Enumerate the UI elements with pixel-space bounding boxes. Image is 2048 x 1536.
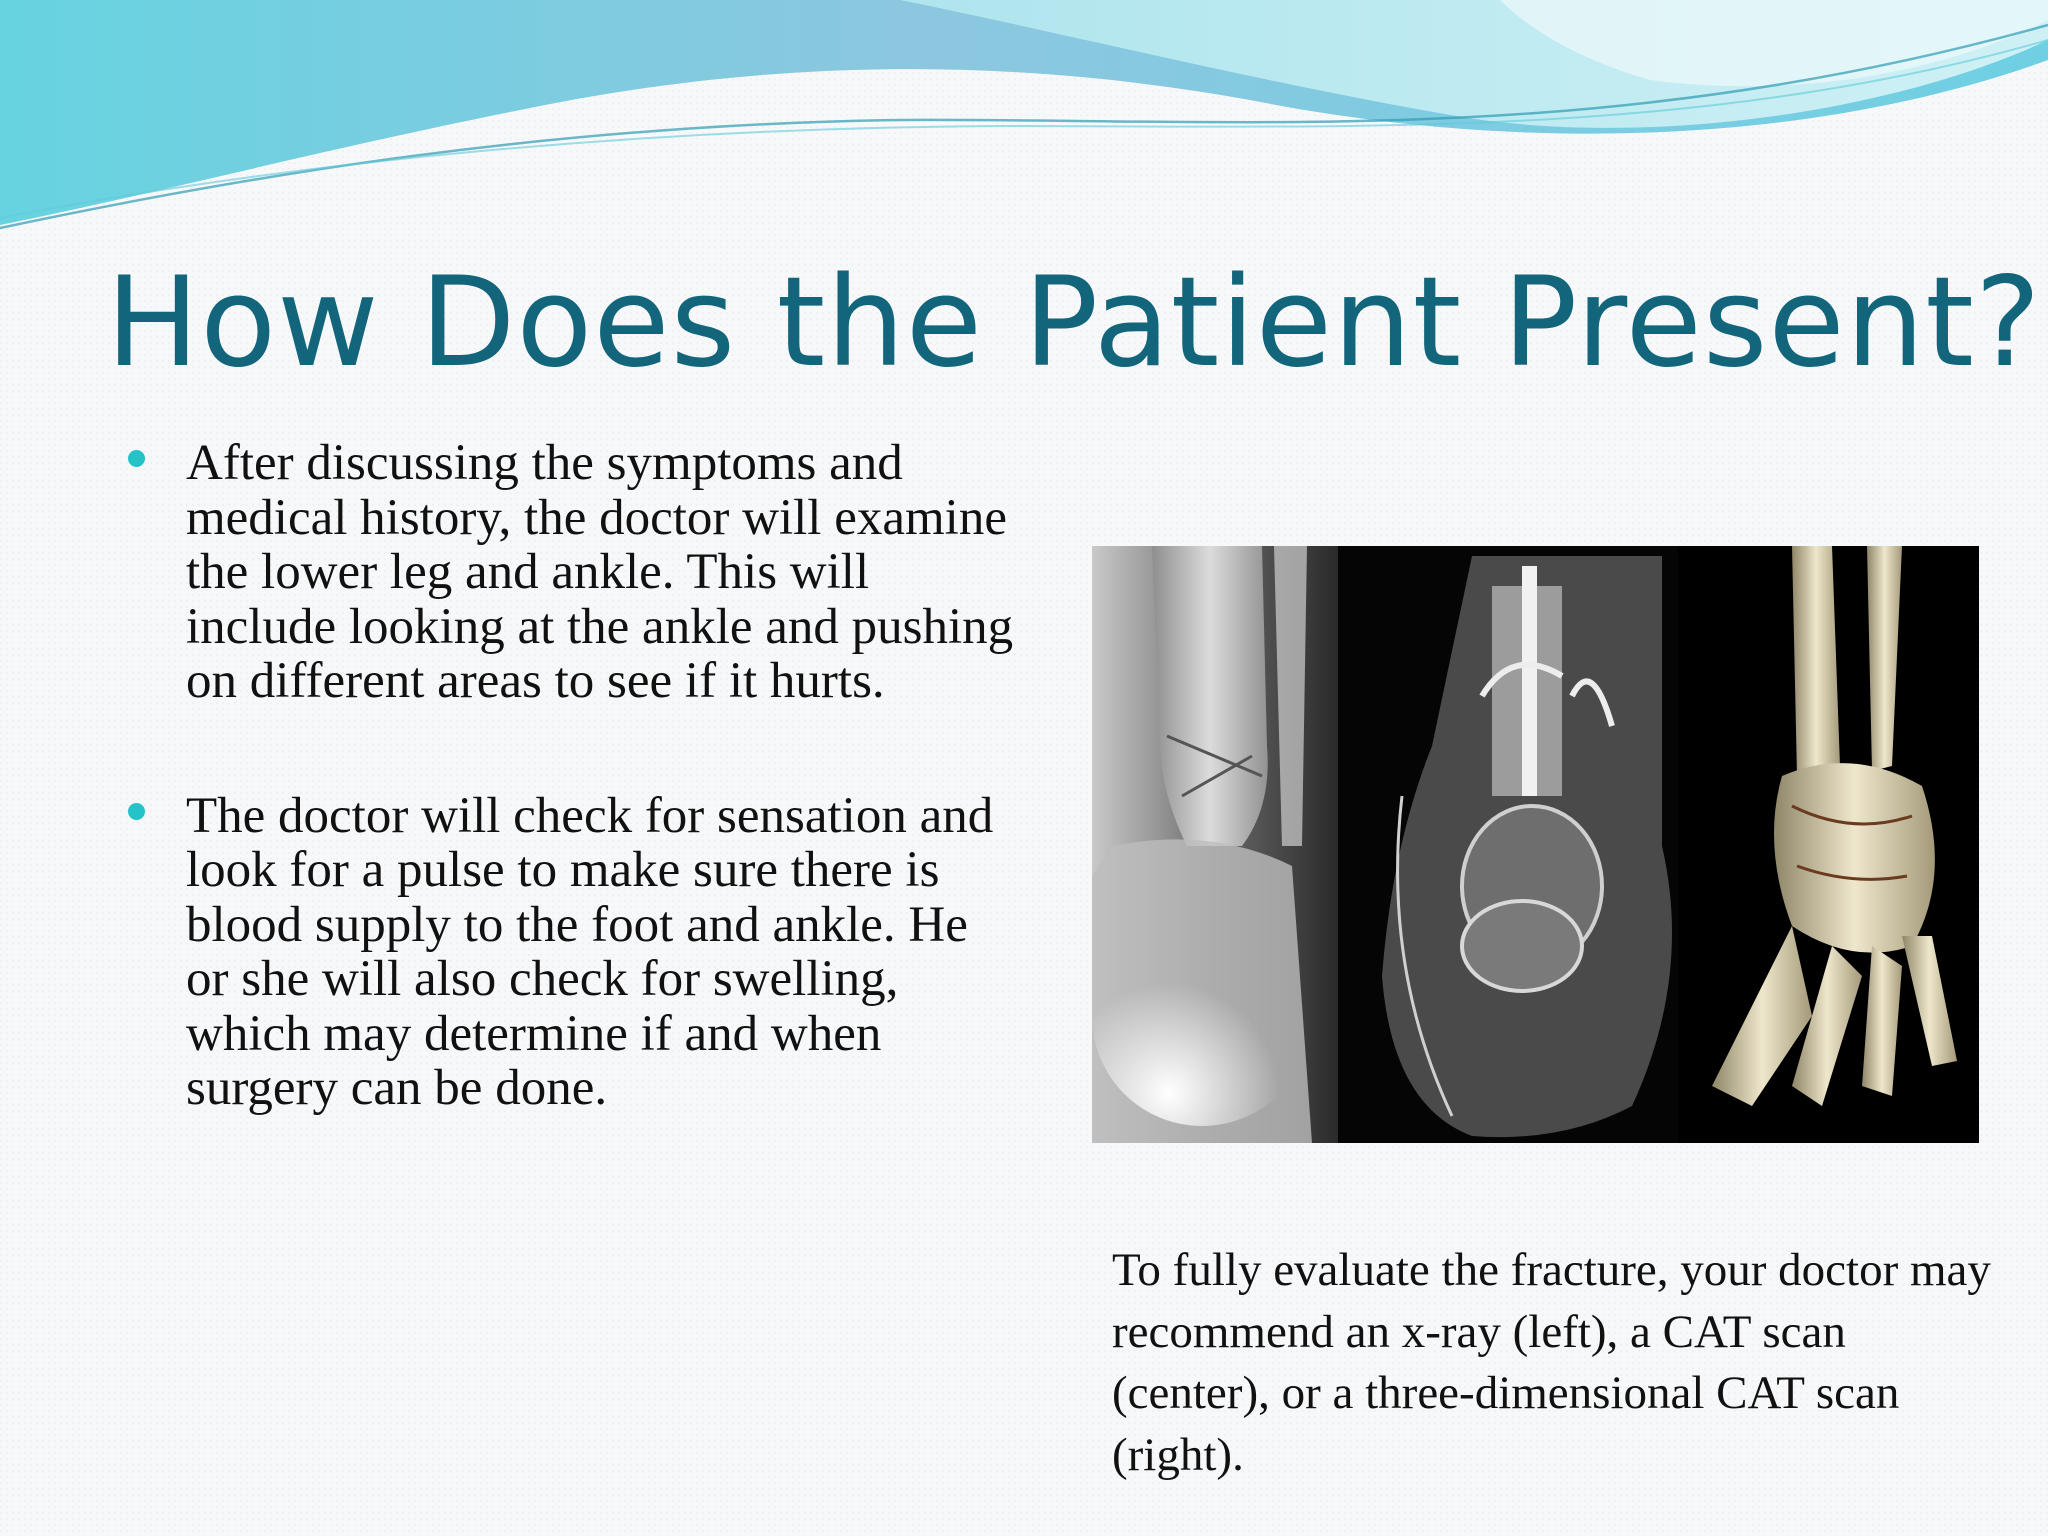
bullet-dot-icon — [128, 803, 145, 820]
xray-image — [1092, 546, 1338, 1143]
bullet-item — [120, 789, 1020, 1116]
bullet-list — [120, 436, 1020, 1116]
header-wave-decoration — [0, 0, 2048, 240]
3d-cat-scan-image — [1678, 546, 1979, 1143]
bullet-text: After discussing the symptoms and medical history, the doctor will examine the lower leg and ankle. This will include looking at the ankle and pushing on different areas to see if it hurts. — [186, 435, 1014, 709]
cat-scan-image — [1338, 546, 1678, 1143]
bullet-text: The doctor will check for sensation and look for a pulse to make sure there is blood supply to the foot and ankle. He or she will also check for swelling, which may determine if and when surgery can be done. — [186, 787, 994, 1116]
bullet-item — [120, 436, 1020, 709]
slide-title: How Does the Patient Present? — [106, 251, 2042, 395]
fracture-imaging-figure — [1092, 546, 1979, 1143]
bullet-dot-icon — [128, 450, 145, 467]
figure-caption: To fully evaluate the fracture, your doctor may recommend an x-ray (left), a CAT scan (center), or a three-dimensional CAT scan (right). — [1112, 1244, 1991, 1481]
